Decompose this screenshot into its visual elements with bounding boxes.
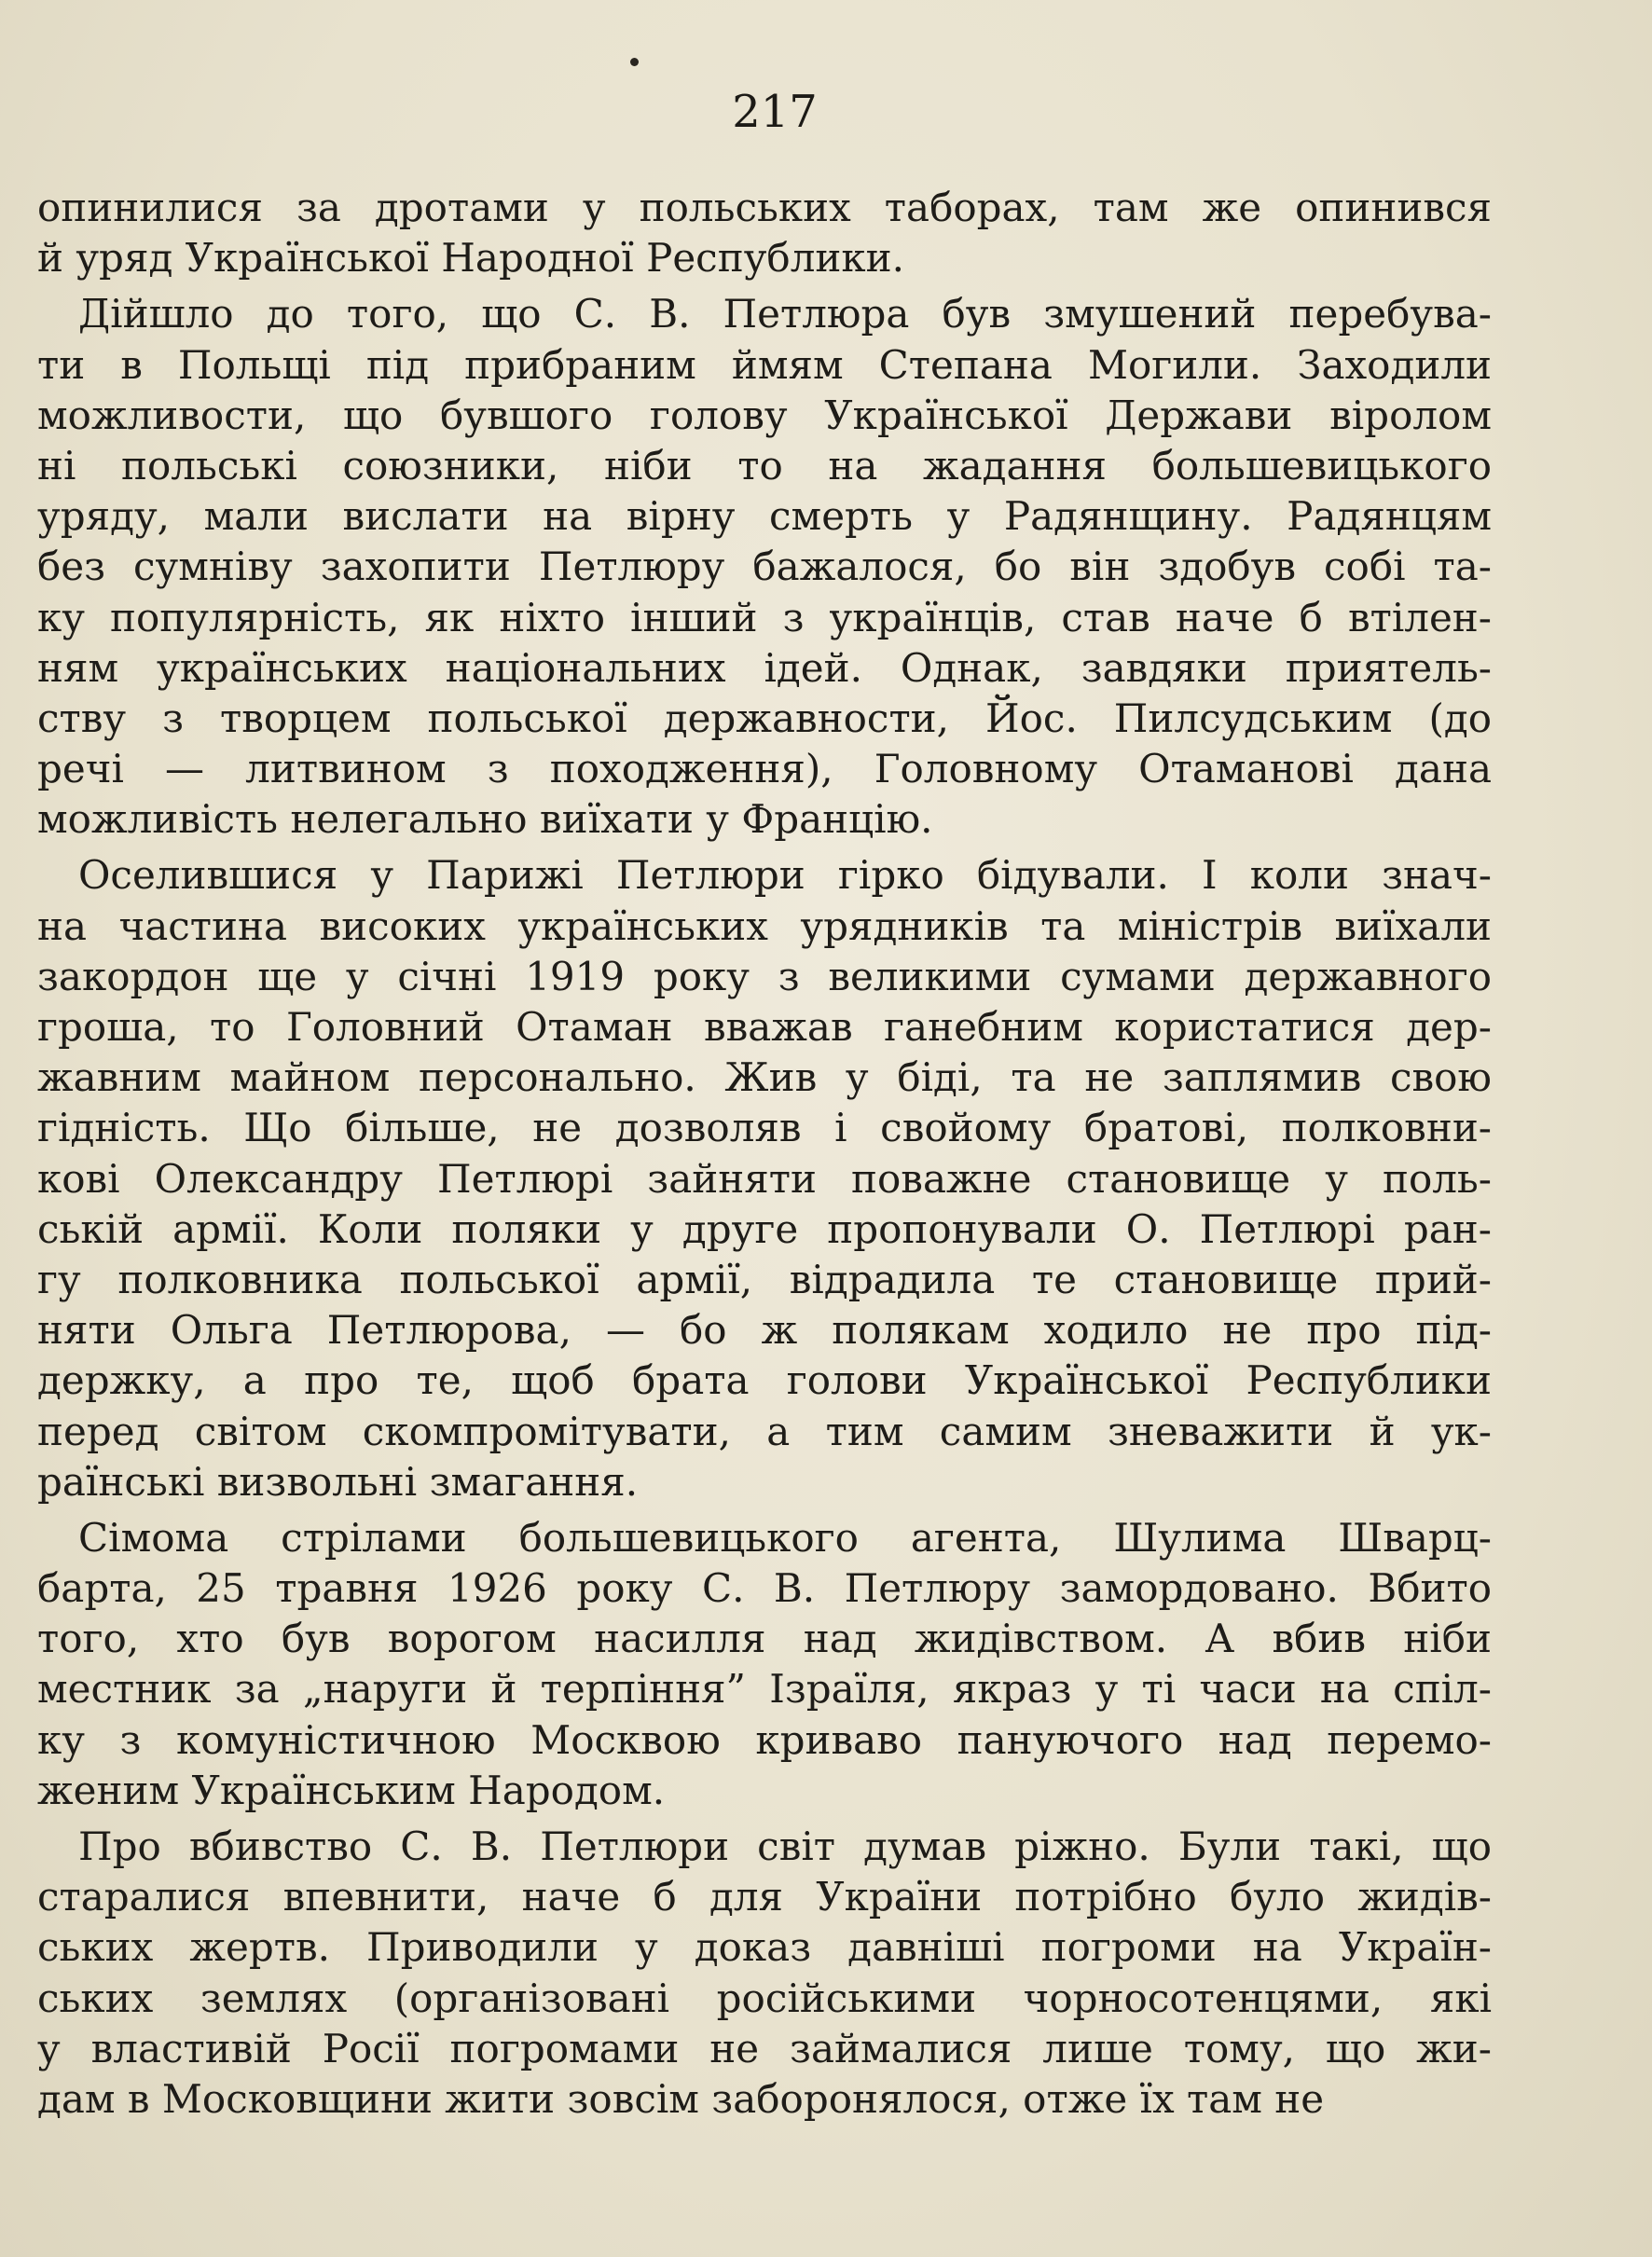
text-line: барта, 25 травня 1926 року С. В. Петлюру замордовано. Вбито [37, 1565, 1492, 1612]
text-line: ні польські союзники, ніби то на жадання большевицького [37, 442, 1492, 489]
text-line: ку популярність, як ніхто інший з українців, став наче б втілен- [37, 594, 1492, 640]
text-line: у властивій Росії погромами не займалися лише тому, що жи- [37, 2025, 1492, 2071]
text-line: ських жертв. Приводили у доказ давніші погроми на Україн- [37, 1924, 1492, 1971]
text-line: на частина високих українських урядників та міністрів виїхали [37, 902, 1492, 949]
text-line: гроша, то Головний Отаман вважав ганебним користатися дер- [37, 1004, 1492, 1050]
text-line: кові Олександру Петлюрі зайняти поважне становище у поль- [37, 1155, 1492, 1202]
text-line: ти в Польщі під прибраним ймям Степана Могили. Заходили [37, 341, 1492, 388]
text-line: гу полковника польської армії, відрадила те становище прий- [37, 1256, 1492, 1302]
text-line: старалися впевнити, наче б для України потрібно було жидів- [37, 1874, 1492, 1920]
text-line: жавним майном персонально. Жив у біді, та не заплямив свою [37, 1054, 1492, 1101]
text-line: перед світом скомпромітувати, а тим самим зневажити й ук- [37, 1408, 1492, 1454]
text-line: можливости, що бувшого голову Української Держави віролом [37, 392, 1492, 438]
paragraph [37, 850, 1492, 1507]
text-line: Оселившися у Парижі Петлюри гірко бідували. І коли знач- [78, 852, 1492, 899]
text-line: Дійшло до того, що С. В. Петлюра був змушений перебува- [78, 291, 1492, 337]
text-line: ням українських національних ідей. Однак, завдяки приятель- [37, 644, 1492, 691]
text-line: того, хто був ворогом насилля над жидівством. А вбив ніби [37, 1616, 1492, 1662]
text-line: ських землях (організовані російськими чорносотенцями, які [37, 1975, 1492, 2021]
paragraph [37, 1513, 1492, 1816]
text-line: дам в Московщини жити зовсім заборонялося, отже їх там не [37, 2075, 1325, 2122]
text-line: ку з комуністичною Москвою криваво пануючого над перемо- [37, 1716, 1492, 1763]
page-number: 217 [732, 86, 818, 138]
paragraph [37, 1822, 1492, 2125]
text-line: уряду, мали вислати на вірну смерть у Радянщину. Радянцям [37, 493, 1492, 540]
text-line: можливість нелегально виїхати у Францію. [37, 796, 933, 843]
text-line: без сумніву захопити Петлюру бажалося, бо він здобув собі та- [37, 544, 1492, 590]
ink-speck [630, 58, 639, 66]
text-line: няти Ольга Петлюрова, — бо ж полякам ходило не про під- [37, 1307, 1492, 1354]
text-line: Про вбивство С. В. Петлюри світ думав ріжно. Були такі, що [78, 1823, 1492, 1869]
text-line: держку, а про те, щоб брата голови Української Республики [37, 1357, 1492, 1404]
text-line: й уряд Української Народної Республики. [37, 235, 904, 282]
text-line: опинилися за дротами у польських таборах, там же опинився [37, 185, 1492, 230]
text-line: женим Українським Народом. [37, 1767, 666, 1813]
page-text [37, 183, 1492, 2130]
text-line: закордон ще у січні 1919 року з великими сумами державного [37, 953, 1492, 999]
paragraph [37, 289, 1492, 845]
text-line: Сімома стрілами большевицького агента, Шулима Шварц- [78, 1514, 1492, 1561]
text-line: ській армії. Коли поляки у друге пропонували О. Петлюрі ран- [37, 1205, 1492, 1252]
text-line: гідність. Що більше, не дозволяв і свойому братові, полковни- [37, 1105, 1492, 1151]
text-line: ству з творцем польської державности, Йос. Пилсудським (до [37, 695, 1492, 741]
paragraph [37, 183, 1492, 283]
text-line: речі — литвином з походження), Головному Отаманові дана [37, 746, 1492, 792]
text-line: раїнські визвольні змагання. [37, 1458, 639, 1505]
text-line: местник за „наруги й терпіння” Ізраїля, якраз у ті часи на спіл- [37, 1666, 1492, 1713]
